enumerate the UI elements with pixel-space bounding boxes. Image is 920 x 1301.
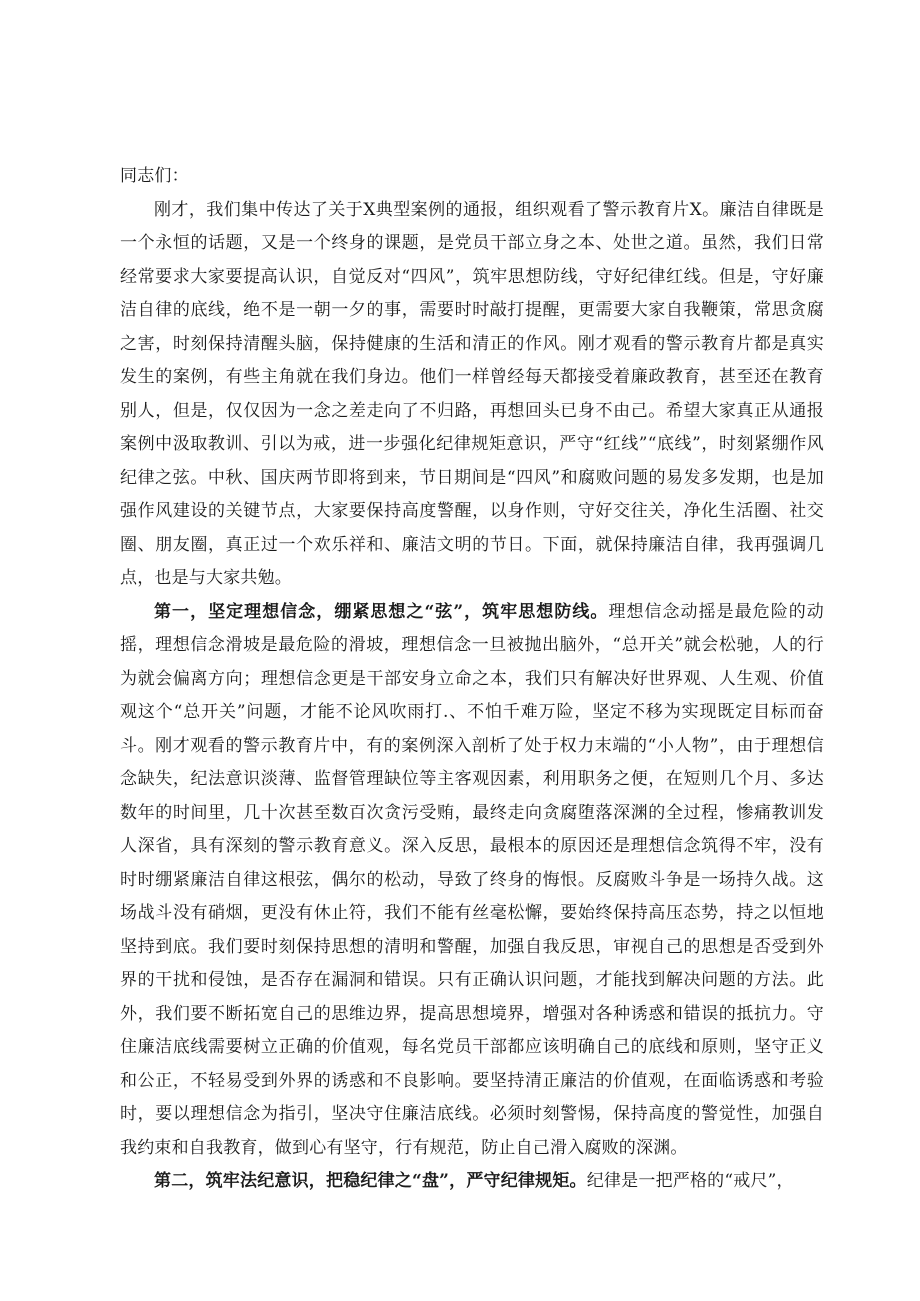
paragraph-intro-body: 刚才，我们集中传达了关于X典型案例的通报，组织观看了警示教育片X。廉洁自律既是一个永恒的话题，又是一个终身的课题，是党员干部立身之本、处世之道。虽然，我们日常经常要求大家要提高认识，自觉反对“四风”，筑牢思想防线，守好纪律红线。但是，守好廉洁自律的底线，绝不是一朝一夕的事，需要时时敲打提醒，更需要大家自我鞭策，常思贪腐之害，时刻保持清醒头脑，保持健康的生活和清正的作风。刚才观看的警示教育片都是真实发生的案例，有些主角就在我们身边。他们一样曾经每天都接受着廉政教育，甚至还在教育别人，但是，仅仅因为一念之差走向了不归路，再想回头已身不由己。希望大家真正从通报案例中汲取教训、引以为戒，进一步强化纪律规矩意识，严守“红线”“底线”，时刻紧绷作风纪律之弦。中秋、国庆两节即将到来，节日期间是“四风”和腐败问题的易发多发期，也是加强作风建设的关键节点，大家要保持高度警醒，以身作则，守好交往关，净化生活圈、社交圈、朋友圈，真正过一个欢乐祥和、廉洁文明的节日。下面，就保持廉洁自律，我再强调几点，也是与大家共勉。 (120, 199, 824, 588)
paragraph-second-point-body: 纪律是一把严格的“戒尺”， (586, 1171, 794, 1191)
document-page (120, 160, 824, 1199)
paragraph-second-point-heading: 第二，筑牢法纪意识，把稳纪律之“盘”，严守纪律规矩。 (154, 1171, 587, 1191)
paragraph-intro (120, 194, 824, 596)
paragraph-second-point (120, 1165, 824, 1199)
paragraph-first-point-body: 理想信念动摇是最危险的动摇，理想信念滑坡是最危险的滑坡，理想信念一旦被抛出脑外，“总开关”就会松驰，人的行为就会偏离方向；理想信念更是干部安身立命之本，我们只有解决好世界观、人生观、价值观这个“总开关”问题，才能不论风吹雨打.、不怕千难万险，坚定不移为实现既定目标而奋斗。刚才观看的警示教育片中，有的案例深入剖析了处于权力末端的“小人物”，由于理想信念缺失，纪法意识淡薄、监督管理缺位等主客观因素，利用职务之便，在短则几个月、多达数年的时间里，几十次甚至数百次贪污受贿，最终走向贪腐堕落深渊的全过程，惨痛教训发人深省，具有深刻的警示教育意义。深入反思，最根本的原因还是理想信念筑得不牢，没有时时绷紧廉洁自律这根弦，偶尔的松动，导致了终身的悔恨。反腐败斗争是一场持久战。这场战斗没有硝烟，更没有休止符，我们不能有丝毫松懈，要始终保持高压态势，持之以恒地坚持到底。我们要时刻保持思想的清明和警醒，加强自我反思，审视自己的思想是否受到外界的干扰和侵蚀，是否存在漏洞和错误。只有正确认识问题，才能找到解决问题的方法。此外，我们要不断拓宽自己的思维边界，提高思想境界，增强对各种诱惑和错误的抵抗力。守住廉洁底线需要树立正确的价值观，每名党员干部都应该明确自己的底线和原则，坚守正义和公正，不轻易受到外界的诱惑和不良影响。要坚持清正廉洁的价值观，在面临诱惑和考验时，要以理想信念为指引，坚决守住廉洁底线。必须时刻警惕，保持高度的警觉性，加强自我约束和自我教育，做到心有坚守，行有规范，防止自己滑入腐败的深渊。 (120, 601, 824, 1158)
paragraph-first-point (120, 596, 824, 1166)
paragraph-first-point-heading: 第一，坚定理想信念，绷紧思想之“弦”，筑牢思想防线。 (154, 601, 609, 622)
salutation: 同志们： (120, 166, 189, 186)
